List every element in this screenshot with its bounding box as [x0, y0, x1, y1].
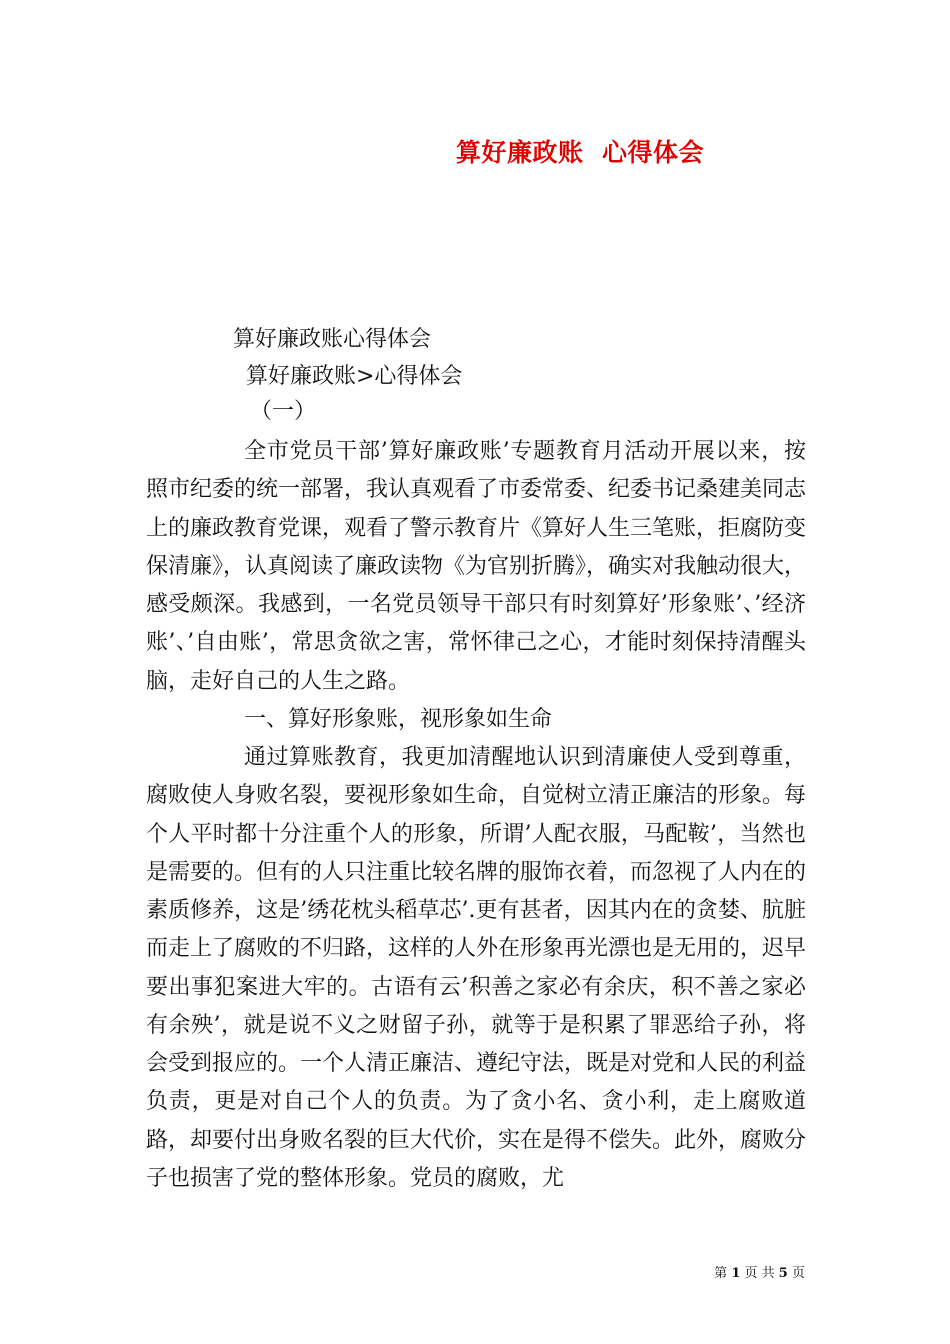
page-number-footer	[0, 1262, 950, 1281]
paragraph-intro: 全市党员干部’算好廉政账’专题教育月活动开展以来，按照市纪委的统一部署，我认真观看了市委常委、纪委书记桑建美同志上的廉政教育党课，观看了警示教育片《算好人生三笔账，拒腐防变保清廉》，认真阅读了廉政读物《为官别折腾》，确实对我触动很大，感受颇深。我感到，一名党员领导干部只有时刻算好’形象账’、’经济账’、’自由账’，常思贪欲之害，常怀律己之心，才能时刻保持清醒头脑，走好自己的人生之路。	[146, 439, 807, 694]
footer-middle: 页 共	[744, 1266, 775, 1281]
subtitle-line-1: 算好廉政账心得体会	[233, 327, 432, 352]
footer-total-pages: 5	[778, 1266, 788, 1281]
subtitle-line-2: 算好廉政账>心得体会	[246, 364, 463, 389]
footer-suffix: 页	[791, 1266, 805, 1281]
footer-current-page: 1	[731, 1266, 741, 1281]
document-body	[146, 433, 806, 1198]
footer-prefix: 第	[714, 1266, 728, 1281]
document-title: 算好廉政账 心得体会	[456, 138, 704, 167]
section-marker: （一）	[250, 399, 317, 424]
section-heading: 一、算好形象账，视形象如生命	[244, 706, 553, 732]
paragraph-image-account: 通过算账教育，我更加清醒地认识到清廉使人受到尊重，腐败使人身败名裂，要视形象如生命，自觉树立清正廉洁的形象。每个人平时都十分注重个人的形象，所谓’人配衣服，马配鞍’，当然也是需要的。但有的人只注重比较名牌的服饰衣着，而忽视了人内在的素质修养，这是’绣花枕头稻草芯’.更有甚者，因其内在的贪婪、肮脏而走上了腐败的不归路，这样的人外在形象再光漂也是无用的，迟早要出事犯案进大牢的。古语有云’积善之家必有余庆，积不善之家必有余殃’，就是说不义之财留子孙，就等于是积累了罪恶给子孙，将会受到报应的。一个人清正廉洁、遵纪守法，既是对党和人民的利益负责，更是对自己个人的负责。为了贪小名、贪小利，走上腐败道路，却要付出身败名裂的巨大代价，实在是得不偿失。此外，腐败分子也损害了党的整体形象。党员的腐败，尤	[146, 745, 807, 1191]
